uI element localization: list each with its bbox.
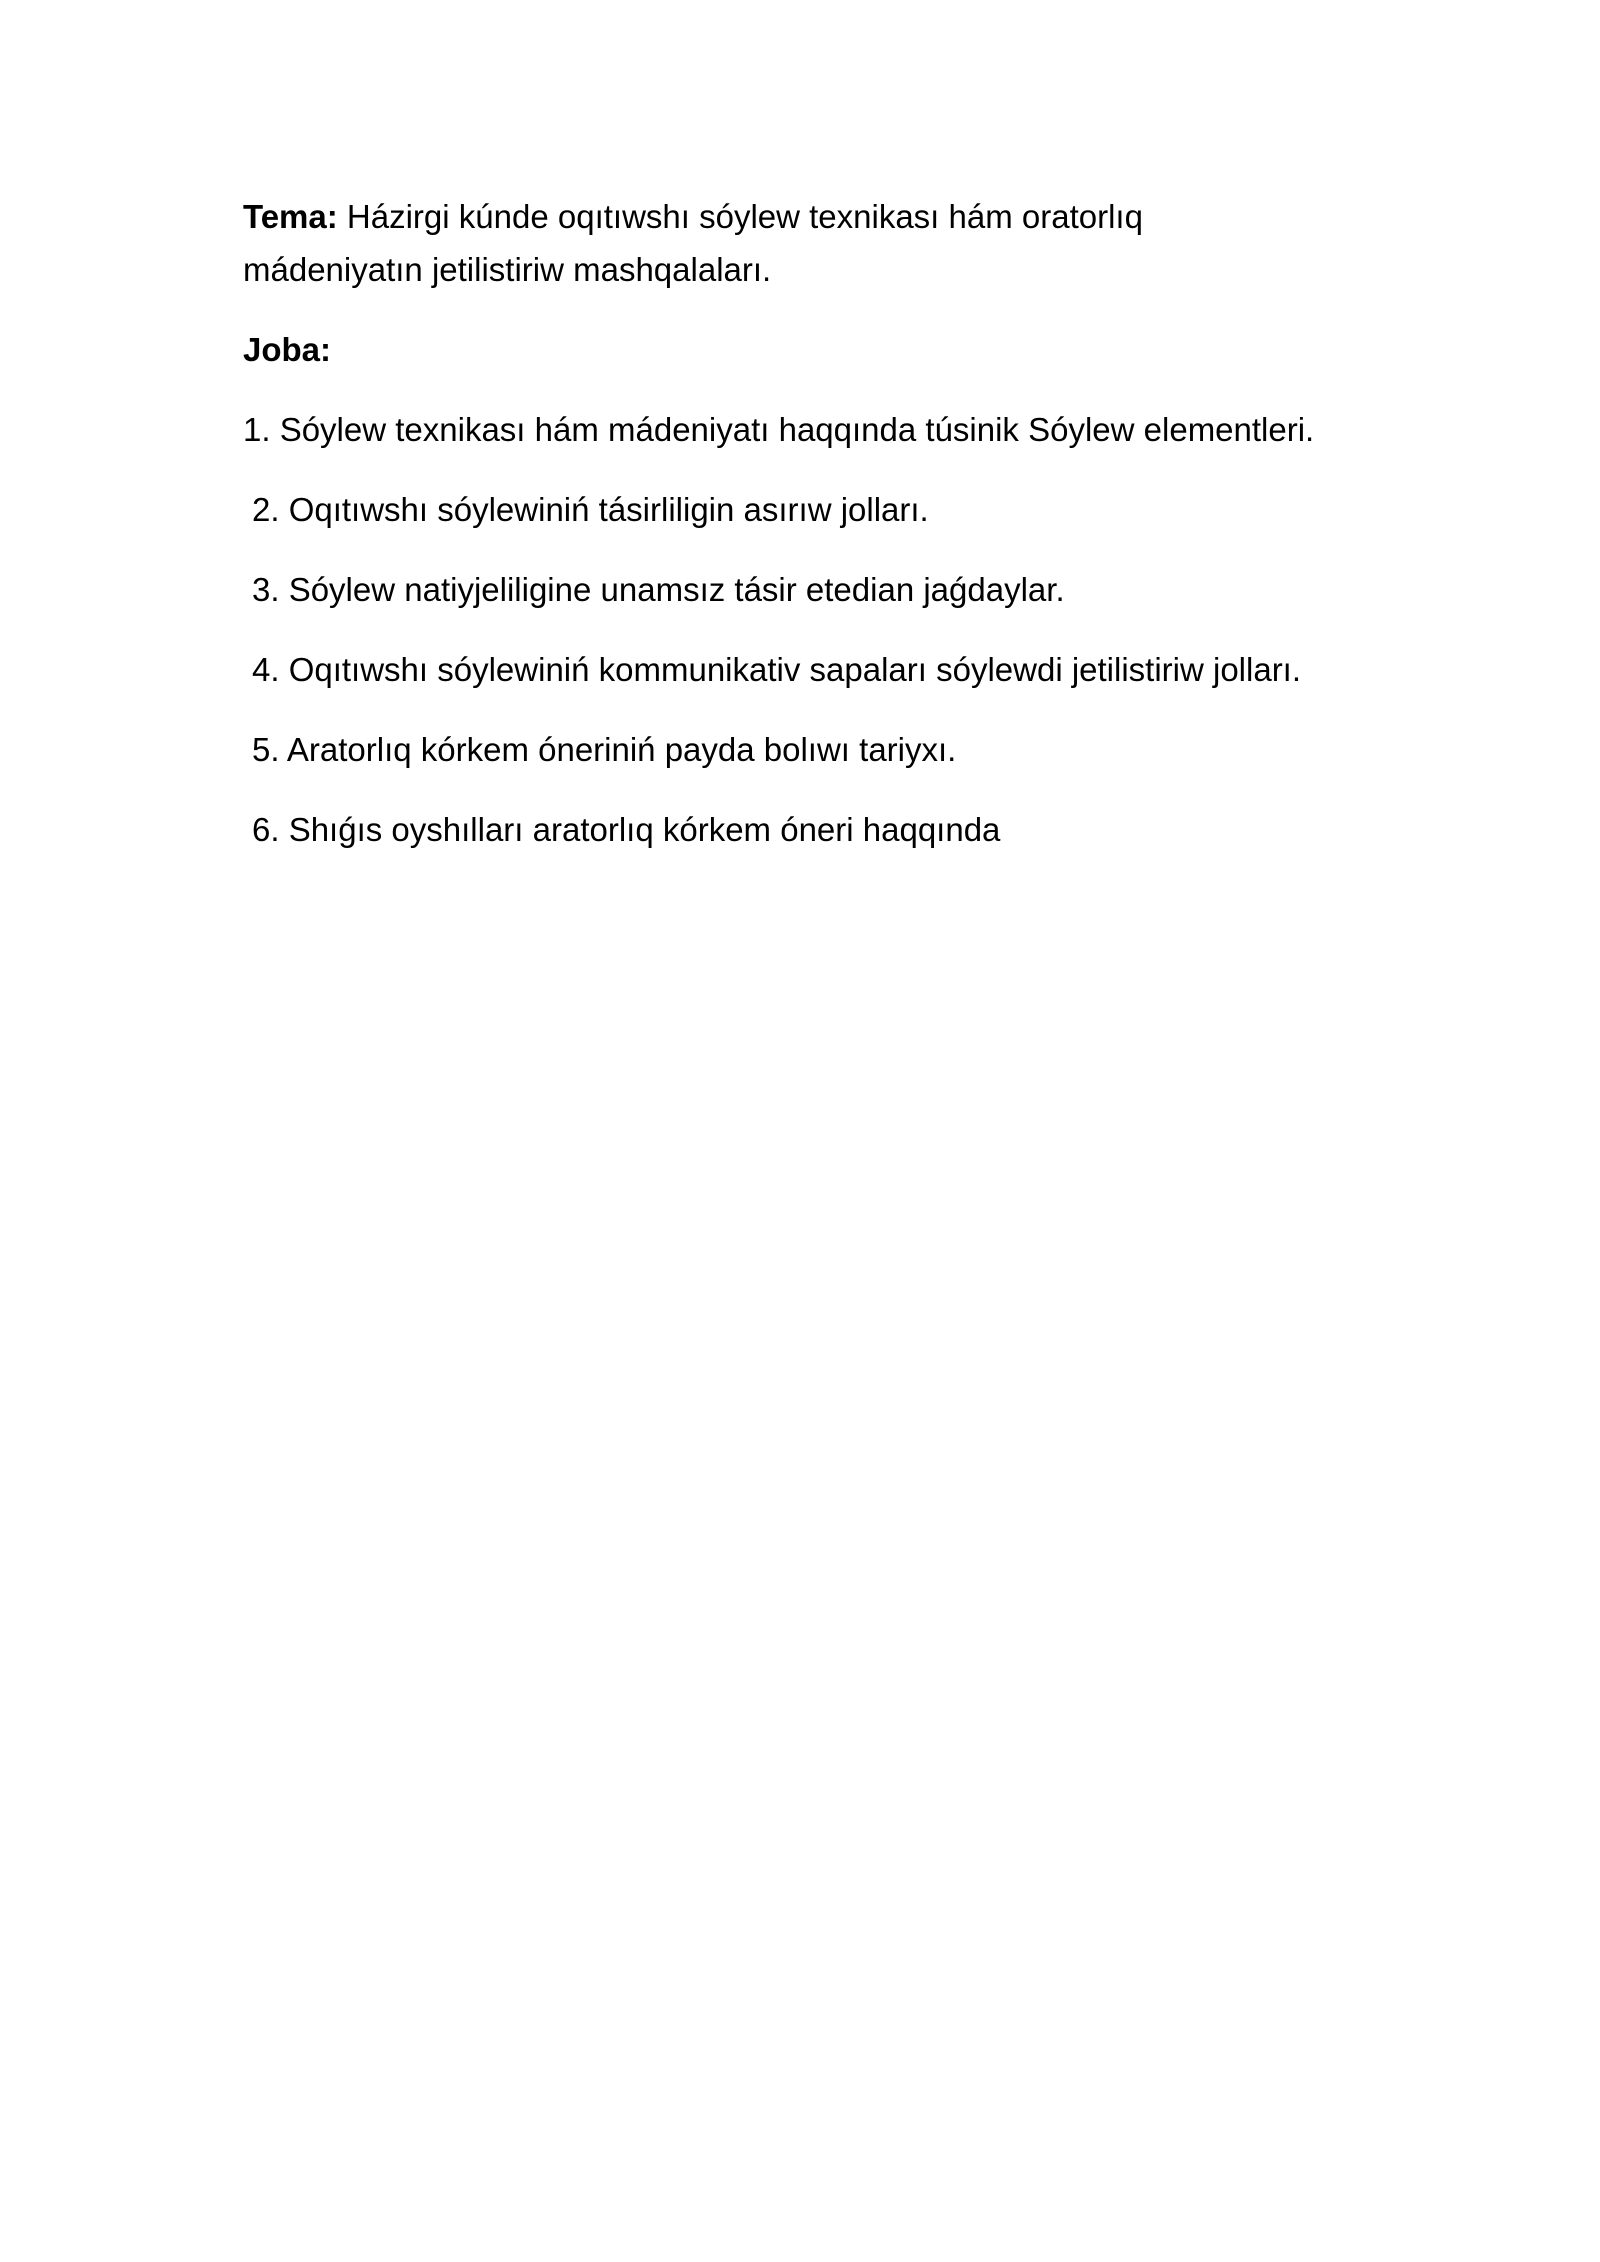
- topic-paragraph: [243, 190, 1323, 296]
- topic-label: Tema:: [243, 198, 338, 235]
- document-body: [243, 190, 1323, 883]
- plan-item-6: 6. Shıǵıs oyshılları aratorlıq kórkem óneri haqqında: [252, 811, 1001, 848]
- plan-item-1: 1. Sóylew texnikası hám mádeniyatı haqqında túsinik Sóylew elementleri.: [243, 411, 1315, 448]
- plan-item-5: 5. Aratorlıq kórkem óneriniń payda bolıwı tariyxı.: [252, 731, 957, 768]
- plan-item-3: 3. Sóylew natiyjeliligine unamsız tásir etedian jaǵdaylar.: [252, 571, 1065, 608]
- plan-heading: Joba:: [243, 331, 332, 368]
- topic-text: Házirgi kúnde oqıtıwshı sóylew texnikası hám oratorlıq mádeniyatın jetilistiriw mashqalaları.: [243, 198, 1143, 288]
- plan-item-4-text: 4. Oqıtıwshı sóylewiniń kommunikativ sapaları sóylewdi jetilistiriw jolları.: [252, 651, 1302, 688]
- plan-item-2: 2. Oqıtıwshı sóylewiniń tásirliligin asırıw jolları.: [252, 491, 929, 528]
- plan-item-4: [243, 643, 1323, 696]
